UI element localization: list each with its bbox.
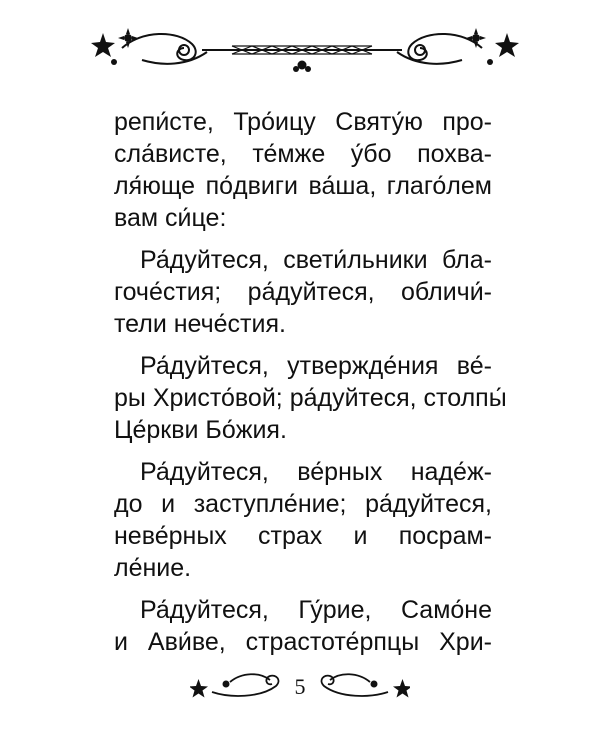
center-flower-icon	[293, 61, 311, 73]
text-line: Ра́дуйтеся, свети́льники бла-	[140, 246, 492, 274]
text-line: неве́рных страх и посрам-	[114, 522, 492, 550]
page-number: 5	[294, 674, 306, 699]
right-star-icon	[466, 28, 519, 65]
text-line: вам си́це:	[114, 204, 227, 232]
text-line: ле́ние.	[114, 554, 192, 582]
text-line: Ра́дуйтеся, Гу́рие, Само́не	[140, 596, 492, 624]
text-line: гоче́стия; ра́дуйтеся, обличи́-	[114, 278, 492, 306]
text-line: ля́юще по́двиги ва́ша, глаго́лем	[114, 172, 492, 200]
prayer-text	[114, 106, 507, 658]
text-line: сла́висте, те́мже у́бо похва-	[114, 140, 492, 168]
text-line: репи́сте, Тро́ицу Святу́ю про-	[114, 108, 492, 136]
text-line: Це́ркви Бо́жия.	[114, 416, 287, 444]
text-line: ры Христо́вой; ра́дуйтеся, столпы́	[114, 384, 507, 412]
left-star-icon	[91, 28, 138, 65]
text-line: тели нече́стия.	[114, 310, 286, 338]
top-ornament	[82, 20, 522, 76]
text-line: и Ави́ве, страстоте́рпцы Хри-	[114, 628, 492, 656]
text-line: Ра́дуйтеся, ве́рных наде́ж-	[140, 458, 492, 486]
text-line: Ра́дуйтеся, утвержде́ния ве́-	[140, 352, 492, 380]
page-footer	[190, 662, 410, 712]
text-line: до и заступле́ние; ра́дуйтеся,	[114, 490, 492, 518]
